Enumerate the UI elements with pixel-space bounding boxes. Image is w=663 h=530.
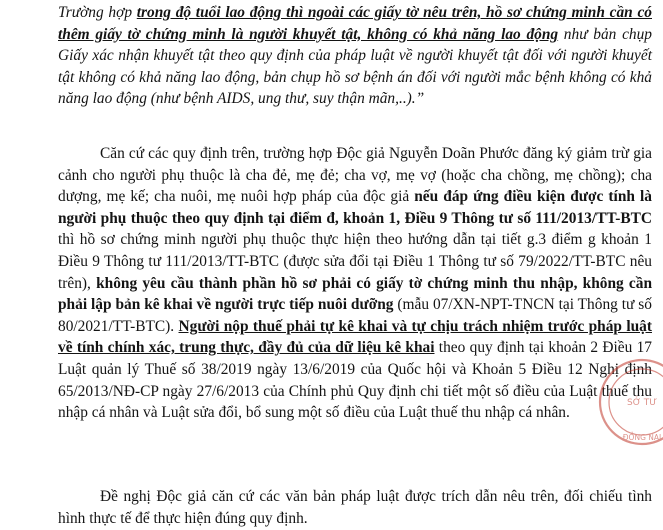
answer-text-2: thì hồ sơ chứng minh người phụ thuộc thực hiện theo hướng dẫn tại tiết g.3 điểm g khoản 1 Điều 9 Thông tư 111/2013/TT-BTC (được sửa đổi tại Điều 1 Thông tư số 79/2022/TT-BTC nêu trên), — [58, 231, 652, 292]
quote-prefix: Trường hợp — [58, 4, 137, 21]
closing-paragraph — [58, 486, 652, 529]
answer-bold-1: nếu đáp ứng điều kiện được tính là người phụ thuộc theo quy định tại điểm đ, khoản 1, Điều 9 Thông tư số 111/2013/TT-BTC — [58, 188, 652, 227]
answer-bold-underline: Người nộp thuế phải tự kê khai và tự chịu trách nhiệm trước pháp luật về tính chính xác, trung thực, đầy đủ của dữ liệu kê khai — [58, 317, 652, 357]
answer-bold-2: không yêu cầu thành phần hồ sơ phải có giấy tờ chứng minh thu nhập, không cần phải lập bản kê khai về người trực tiếp nuôi dưỡng — [58, 274, 652, 314]
seal-ring-text: ĐỒNG NAI — [622, 433, 662, 442]
answer-text-3: (mẫu 07/XN-NPT-TNCN tại Thông tư số 80/2021/TT-BTC). — [58, 296, 652, 335]
answer-text-1: Căn cứ các quy định trên, trường hợp Độc giả Nguyễn Doãn Phước đăng ký giảm trừ gia cảnh cho người phụ thuộc là cha đẻ, mẹ đẻ; cha vợ, mẹ vợ (hoặc cha chồng, mẹ chồng); cha dượng, mẹ kế; cha nuôi, mẹ nuôi hợp pháp của độc giả — [58, 145, 652, 206]
seal-center-text: SỞ TƯ — [626, 398, 658, 408]
quoted-regulation-paragraph — [58, 2, 652, 110]
quote-emphasis: trong độ tuổi lao động thì ngoài các giấy tờ nêu trên, hồ sơ chứng minh cần có thêm giấy tờ chứng minh là người khuyết tật, không có khả năng lao động — [58, 4, 652, 43]
answer-paragraph — [58, 143, 652, 424]
quote-rest: như bản chụp Giấy xác nhận khuyết tật theo quy định của pháp luật về người khuyết tật đối với người khuyết tật không có khả năng lao động, bản chụp hồ sơ bệnh án đối với người mắc bệnh không có khả năng lao động (như bệnh AIDS, ung thư, suy thận mãn,..).” — [58, 25, 652, 108]
answer-text-4: theo quy định tại khoản 2 Điều 17 Luật quản lý Thuế số 38/2019 ngày 13/6/2019 của Quốc hội và Khoản 5 Điều 12 Nghị định 65/2013/NĐ-CP ngày 27/6/2013 của Chính phủ Quy định chi tiết một số điều của Luật thuế thu nhập cá nhân và Luật sửa đổi, bổ sung một số điều của Luật thuế thu nhập cá nhân. — [58, 339, 652, 422]
closing-text: Đề nghị Độc giả căn cứ các văn bản pháp luật được trích dẫn nêu trên, đối chiếu tình hình thực tế để thực hiện đúng quy định. — [58, 488, 652, 527]
